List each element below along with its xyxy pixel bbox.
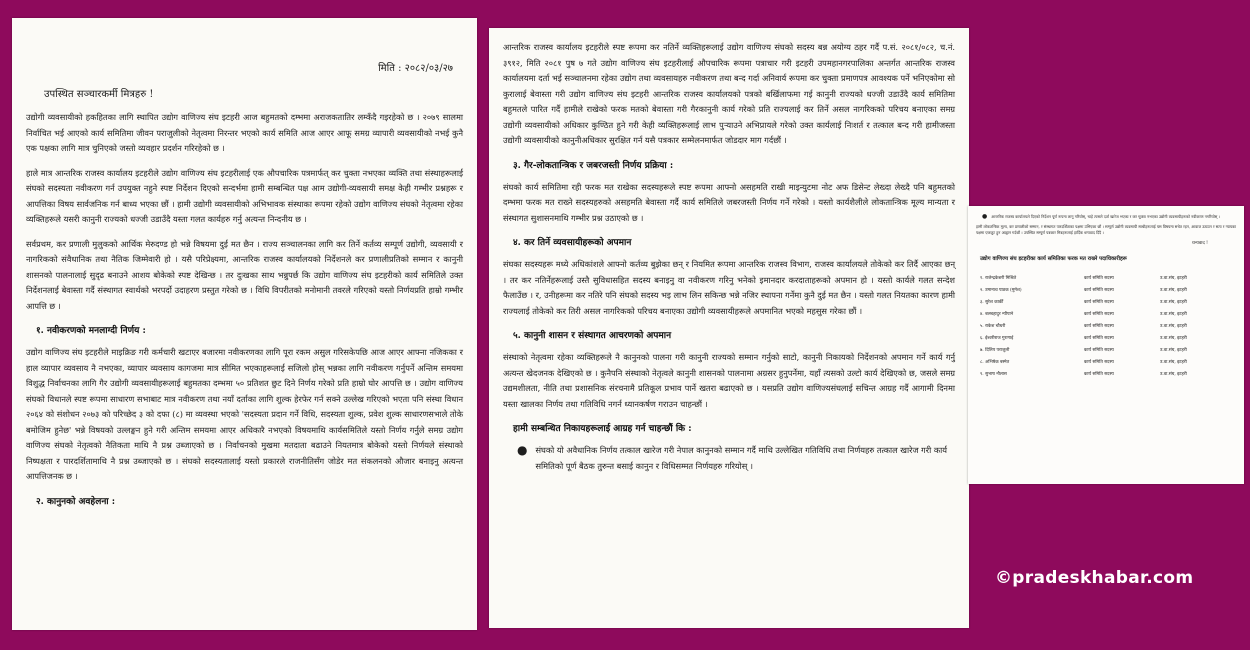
section-heading-undemocratic: ३. गैर-लोकतान्त्रिक र जबरजस्ती निर्णय प्रक्रिया :: [513, 160, 674, 171]
signatory-row: [976, 285, 1236, 297]
bullet-dot-icon: ●: [982, 213, 988, 220]
section-heading-renewal: १. नवीकरणको मनलाग्दी निर्णय :: [36, 326, 146, 336]
signatory-org: उ.वा.संघ, इटहरी: [1160, 360, 1187, 365]
paragraph: उद्योगी व्यवसायीको हकहितका लागि स्थापित उद्योग वाणिज्य संघ इटहरी आज बहुमतको दम्भमा अराजकतातिर लम्कँदै गइरहेको छ । २०७९ सालमा निर्वाचित भई आएको कार्य समितिमा जीवन पराजुलीको नेतृत्वमा निरन्तर भएको कार्य समिति आज आएर आफू समग्र व्यापारी व्यवसायीको नभई कुनै एक पक्षका लागि मात्र चुनिएको जस्तो व्यवहार प्रदर्शन गरिरहेको छ ।: [26, 112, 463, 153]
section-heading-taxpayer-insult: ४. कर तिर्ने व्यवसायीहरूको अपमान: [513, 238, 632, 248]
statement-date: मिति : २०८२/०३/२७: [378, 63, 453, 74]
signatory-org: उ.वा.संघ, इटहरी: [1160, 372, 1187, 377]
signatory-org: उ.वा.संघ, इटहरी: [1160, 312, 1187, 317]
bullet-text: आन्तरिक राजस्व कार्यालयले दिएको निर्देशन पूर्ण रूपमा लागू गरियोस्, चाहे त्यसले दर्ता खारेज भएका र कर चुक्ता नभएका उद्योगी व्यवसायीहरूको नवीकरण नगरियोस् ।: [991, 214, 1220, 219]
greeting: उपस्थित सञ्चारकर्मी मित्रहरु !: [44, 89, 154, 100]
signatories-title: उद्योग वाणिज्य संघ इटहरीका कार्य समितिका फरक मत राख्ने पदाधिकारीहरू: [980, 256, 1127, 262]
bullet-text: संघको यो अवैधानिक निर्णय तत्काल खारेज गरी नेपाल कानुनको सम्मान गर्दै माथि उल्लेखित गतिविधि तथा निर्णयहरु तत्काल खारेज गरी कार्य समितिको पूर्ण बैठक तुरुन्त बसाई कानुन र विधिसम्मत निर्णयहरु गरियोस् ।: [535, 445, 947, 471]
signatory-name: ४. बलबहादुर न्यौपाने: [980, 312, 1014, 317]
signatory-role: कार्य समिति सदस्य: [1084, 288, 1114, 293]
signatory-row: [976, 369, 1236, 381]
paragraph: सर्वप्रथम, कर प्रणाली मुलुकको आर्थिक मेरुदण्ड हो भन्ने विषयमा दुई मत छैन । राज्य सञ्चालनका लागि कर तिर्ने कर्तव्य सम्पूर्ण उद्योगी, व्यवसायी र नागरिकको संवैधानिक तथा नैतिक जिम्मेवारी हो । यसै परिप्रेक्ष्यमा, आन्तरिक राजस्व कार्यालयको निर्देशनले कर प्रणालीप्रतिको सम्मान र कानुनी शासनको पालनालाई सुदृढ बनाउने आशय बोकेको स्पष्ट देखिन्छ । तर दुःखका साथ भन्नुपर्छ कि उद्योग वाणिज्य संघ इटहरीको कार्य समितिले उक्त निर्देशनलाई बेवास्ता गर्दै संस्थागत स्वार्थको भरपर्दो उदाहरण प्रस्तुत गरेको छ । विधि विपरीतको मनोमानी तवरले गरिएको यस्तो निर्णयप्रति हाम्रो गम्भीर आपत्ति छ ।: [26, 238, 463, 311]
signatory-row: [976, 333, 1236, 345]
signatory-org: उ.वा.संघ, इटहरी: [1160, 336, 1187, 341]
signatory-role: कार्य समिति सदस्य: [1084, 276, 1114, 281]
signatory-role: कार्य समिति सदस्य: [1084, 348, 1114, 353]
paragraph: उद्योग वाणिज्य संघ इटहरीले माइक्रिङ गरी कर्मचारी खटाएर बजारमा नवीकरणका लागि पूरा रकम असुल गरिसकेपछि आज आएर आफ्ना नजिकका र हाल व्यापार व्यवसाय नै नभएका, व्यापार व्यवसाय कागजमा मात्र सीमित भएकाहरूलाई सजिलो होस् भन्नका लागि नवीकरण गर्नुपर्ने अन्तिम समयमा विशुद्ध निर्वाचनका लागि गैर उद्योगी व्यवसायीहरूलाई बहुमतका दम्भमा ५० प्रतिशत छुट दिने निर्णय गरेको प्रति हाम्रो घोर आपत्ति छ । उद्योग वाणिज्य संघको विधानले स्पष्ट रूपमा साधारण सभाबाट मात्र नवीकरण तथा नयाँ दर्ताका लागि शुल्क हेरफेर गर्न सक्ने उल्लेख गरिएको भएता पनि संस्था विधान २०६४ को संशोधन २०७३ को परिच्छेद ३ को दफा (८) मा व्यवस्था भएको 'सदस्यता प्रदान गर्ने विधि, सदस्यता शुल्क, प्रवेश शुल्क साधारणसभाले तोके बमोजिम हुनेछ' भन्ने विषयको उल्लङ्घन हुने गरी अन्तिम समयमा आएर अधिकारै नभएको विषयमाथि कार्यसमितिले यस्तो निर्णय गर्नुले समग्र उद्योग वाणिज्य संघको नेतृत्वको नैतिकता माथि नै प्रश्न उब्जाएको छ । निर्वाचनको मुखमा मतदाता बढाउने नियतमात्र बोकेको यस्तो निर्णयले संस्थाको निष्पक्षता र पारदर्शितामाथि नै प्रश्न उब्जाएको छ । संघको सदस्यतालाई यस्तो प्रकारले राजनीतिसँग जोडेर मत संकलनको औजार बनाइनु अत्यन्त आपत्तिजनक छ ।: [26, 347, 463, 481]
press-statement-page-2: [489, 28, 969, 628]
press-statement-page-1: [12, 18, 477, 630]
demand-bullet: [982, 214, 1236, 220]
section-heading-rule-of-law: ५. कानुनी शासन र संस्थागत आचरणको अपमान: [513, 331, 672, 341]
signatory-name: ८. अभिषेक बस्नेत: [980, 360, 1010, 365]
demand-intro: हामी सम्बन्धित निकायहरूलाई आग्रह गर्न चाहन्छौं कि :: [513, 424, 692, 434]
demand-bullet: [517, 443, 955, 474]
signatory-name: ५. राकेश चौधरी: [980, 324, 1006, 329]
signatory-name: ९. सुभाष नौलास: [980, 372, 1007, 377]
signatory-name: ३. सुरेश कार्की: [980, 300, 1004, 305]
signatory-name: ७. दिलिप पराजुली: [980, 348, 1010, 353]
signatory-row: [976, 321, 1236, 333]
signatory-row: [976, 297, 1236, 309]
signatory-role: कार्य समिति सदस्य: [1084, 324, 1114, 329]
signatory-role: कार्य समिति सदस्य: [1084, 300, 1114, 305]
section-heading-law-contempt: २. कानुनको अवहेलना :: [36, 496, 116, 507]
signatory-org: उ.वा.संघ, इटहरी: [1160, 276, 1187, 281]
signatory-org: उ.वा.संघ, इटहरी: [1160, 300, 1187, 305]
paragraph: संघको कार्य समितिमा रही फरक मत राखेका सदस्यहरूले स्पष्ट रूपमा आफ्नो असहमति राखी माइन्युटमा नोट अफ डिसेन्ट लेख्दा लेख्दै पनि बहुमतको दम्भमा फरक मत राख्ने सदस्यहरुको असहमति बेवास्ता गर्दै कार्य समितिले जबरजस्ती निर्णय गर्ने गरेको । यस्तो कार्यशैलीले लोकतान्त्रिक मूल्य मान्यता र संस्थागत सुशासनमाथि गम्भीर प्रश्न उठाएको छ ।: [503, 181, 955, 223]
signatory-org: उ.वा.संघ, इटहरी: [1160, 348, 1187, 353]
signatory-role: कार्य समिति सदस्य: [1084, 360, 1114, 365]
signatory-org: उ.वा.संघ, इटहरी: [1160, 324, 1187, 329]
paragraph: हाले मात्र आन्तरिक राजस्व कार्यालय इटहरीले उद्योग वाणिज्य संघ इटहरीलाई एक औपचारिक पत्रमार्फत् कर चुक्ता नभएका व्यक्ति तथा संस्थाहरूलाई संघको सदस्यता नवीकरण गर्न उपयुक्त नहुने स्पष्ट निर्देशन दिएको सन्दर्भमा हामी सम्बन्धित पक्ष आम उद्योगी-व्यवसायी समक्ष केही गम्भीर प्रश्नहरू र आपत्तिका विषय सार्वजनिक गर्न बाध्य भएका छौं । हामी उद्योगी व्यवसायीको अभिभावक संस्थाका रूपमा रहेको उद्योग वाणिज्य संघको नेतृत्वमा रहेका व्यक्तिहरूले यसरी कानुनी राज्यको धज्जी उडाउँदै यस्ता गलत कार्यहरु गर्नु अत्यन्त निन्दनीय छ ।: [26, 167, 463, 224]
signatory-role: कार्य समिति सदस्य: [1084, 312, 1114, 317]
signatory-name: १. राजेन्द्रकेशरी मिश्रिते: [980, 276, 1017, 281]
press-statement-page-3: [968, 206, 1244, 484]
signatory-name: ६. ईश्वरीराज गुरागाई: [980, 336, 1014, 341]
paragraph: संघका सदस्यहरू मध्ये अधिकांशले आफ्नो कर्तव्य बुझेका छन् र नियमित रूपमा आन्तरिक राजस्व विभाग, राजस्व कार्यालयले तोकेको कर तिर्दै आएका छन् । तर कर नतिर्नेहरूलाई उस्तै सुविधासहित सदस्य बनाइनु वा नवीकरण गरिनु भनेको इमानदार करदाताहरूको अपमान हो । यस्तो कार्यले गलत सन्देश फैलाउँछ । र, उनीहरूमा कर नतिरे पनि संघको सदस्य भइ लाभ लिन सकिन्छ भन्ने नजिर स्थापना गर्नेमा कुनै दुई मत छैन । यस्तो गलत नियतका कारण हामी राज्यलाई तोकेको कर तिरी असल नागरिकको परिचय बनाएका उद्योगी व्यवसायीहरूले अपमानित भएको महसुस गरेका छौं ।: [503, 259, 955, 316]
signatory-name: २. उमानाथ पाठक (मुमेश): [980, 288, 1022, 293]
signatory-row: [976, 273, 1236, 285]
signatory-role: कार्य समिति सदस्य: [1084, 372, 1114, 377]
signatory-row: [976, 345, 1236, 357]
signatory-org: उ.वा.संघ, इटहरी: [1160, 288, 1187, 293]
paragraph: संस्थाको नेतृत्वमा रहेका व्यक्तिहरूले नै कानुनको पालना गरी कानुनी राज्यको सम्मान गर्नुको साटो, कानुनी निकायको निर्देशनको अपमान गर्ने कार्य गर्नु अत्यन्त खेदजनक देखिएको छ । कुनैपनि संस्थाको नेतृत्वले कानुनी शासनको पालनामा अग्रसर हुनुपर्नेमा, यहाँ त्यसको उल्टो कार्य देखिएको छ, जसले समग्र उद्यमशीलता, नीति तथा प्रशासनिक संरचनामै प्रतिकूल प्रभाव पार्ने खतरा बढाएको छ । यसप्रति उद्योग वाणिज्यसंघलाई सचिन्त आग्रह गर्दै आगामी दिनमा यस्ता खालका निर्णय तथा गतिविधि नगर्न ध्यानकर्षण गराउन चाहन्छौं ।: [503, 352, 955, 409]
signatory-row: [976, 309, 1236, 321]
signatory-role: कार्य समिति सदस्य: [1084, 336, 1114, 341]
paragraph: आन्तरिक राजस्व कार्यालय इटहरीले स्पष्ट रूपमा कर नतिर्ने व्यक्तिहरूलाई उद्योग वाणिज्य संघको सदस्य बन्न अयोग्य ठहर गर्दै प.सं. २०८१/०८२, च.नं. ३९१२, मिति २०८१ पुष ७ गते उद्योग वाणिज्य संघ इटहरीलाई औपचारिक रूपमा पत्राचार गरी इटहरी उपमहानगरपालिका अन्तर्गत आन्तरिक राजस्व कार्यालयमा दर्ता भई सञ्चालनमा रहेका उद्योग तथा व्यवसायहरु नवीकरण तथा बन्द गर्दा अनिवार्य रूपमा कर चुक्ता प्रमाणपत्र आवश्यक पर्ने भनिएकोमा सो कुरालाई बेवास्ता गरी उद्योग वाणिज्य संघ इटहरी आन्तरिक राजस्व कार्यालयको पत्रको बर्खिलाफमा गई कानुनी राज्यको धज्जी उडाउँदै कार्य समितिमा बहुमतले पारित गर्दै हामीले राखेको फरक मतको बेवास्ता गरी गैरकानुनी कार्य गरेको प्रति राज्यलाई कर तिर्ने असल नागरिकको परिचय बनाएका समग्र उद्योगी व्यवसायीको अधिकार कुण्ठित हुने गरी केही व्यक्तिहरूलाई लाभ पुऱ्याउने अभिप्रायले गरेको उक्त कार्यलाई निःशर्त र तत्काल बन्द गरी हामीजस्ता उद्योगी व्यवसायीको कानुनीअधिकार सुरक्षित गर्न यसै पत्रकार सम्मेलनमार्फत जोडदार माग गर्दछौं ।: [503, 42, 955, 145]
site-watermark: ©pradeskhabar.com: [995, 568, 1194, 588]
signatory-row: [976, 357, 1236, 369]
bullet-dot-icon: ●: [517, 443, 528, 457]
closing-thanks: धन्यवाद !: [1191, 241, 1208, 246]
paragraph: हामी लोकतन्त्रिक मूल्य, कर प्रणालीको सम्मान, र संस्थागत पारदर्शिताका पक्षमा उभिएका छौं । सम्पूर्ण उद्योगी व्यवसायी साथीहरूलाई यस विषयमा सचेत रहन, आवाज उठाउन र सत्य र न्यायका पक्षमा एकजुट हुन आह्वान गर्दछौं । उपस्थित सम्पूर्ण पत्रकार मित्रहरूलाई हार्दिक धन्यवाद दिँदै ।: [976, 224, 1236, 235]
signatories-list: [976, 273, 1236, 381]
